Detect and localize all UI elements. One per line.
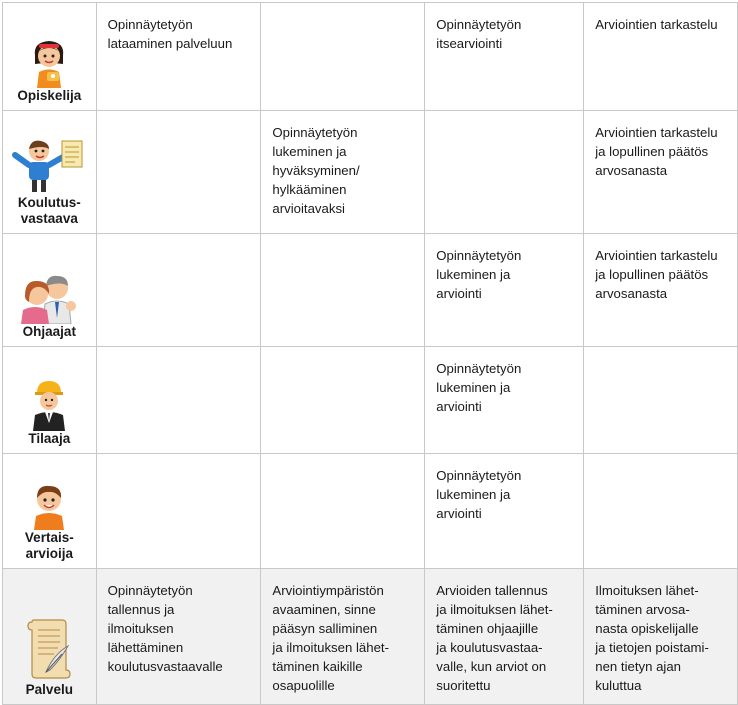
task-cell: Opinnäytetyön lataaminen palveluun bbox=[96, 3, 261, 111]
task-cell bbox=[261, 347, 425, 454]
role-cell bbox=[3, 569, 97, 705]
scroll-quill-icon bbox=[24, 616, 74, 682]
table-row bbox=[3, 569, 738, 705]
role-cell bbox=[3, 111, 97, 234]
task-cell bbox=[425, 111, 584, 234]
task-cell: Arviointien tarkastelu ja lopullinen päätös arvosanasta bbox=[584, 111, 738, 234]
task-cell bbox=[96, 111, 261, 234]
task-cell: Arviointien tarkastelu ja lopullinen päätös arvosanasta bbox=[584, 234, 738, 347]
table-row bbox=[3, 111, 738, 234]
role-cell bbox=[3, 347, 97, 454]
peer-boy-icon bbox=[29, 482, 69, 530]
task-cell bbox=[96, 347, 261, 454]
task-cell: Opinnäytetyön lukeminen ja arviointi bbox=[425, 454, 584, 569]
teacher-with-paper-icon bbox=[9, 137, 89, 195]
task-cell bbox=[584, 347, 738, 454]
task-cell: Opinnäytetyön lukeminen ja arviointi bbox=[425, 347, 584, 454]
role-label: Tilaaja bbox=[28, 431, 71, 446]
role-label: Koulutus- vastaava bbox=[17, 195, 81, 226]
task-cell: Opinnäytetyön lukeminen ja arviointi bbox=[425, 234, 584, 347]
supervisors-pair-icon bbox=[17, 272, 81, 324]
role-cell bbox=[3, 234, 97, 347]
student-girl-icon bbox=[27, 36, 71, 88]
task-cell bbox=[96, 454, 261, 569]
task-cell: Ilmoituksen lähet- täminen arvosa- nasta opiskelijalle ja tietojen poistami- nen tietyn ajan kuluttua bbox=[584, 569, 738, 705]
task-cell bbox=[584, 454, 738, 569]
table-row bbox=[3, 3, 738, 111]
task-cell: Arviointiympäristön avaaminen, sinne pääsyn salliminen ja ilmoituksen lähet- täminen kaikille osapuolille bbox=[261, 569, 425, 705]
table-row bbox=[3, 347, 738, 454]
task-cell bbox=[261, 234, 425, 347]
role-label: Palvelu bbox=[25, 682, 73, 697]
task-cell: Opinnäytetyön lukeminen ja hyväksyminen/ hylkääminen arvioitavaksi bbox=[261, 111, 425, 234]
role-cell bbox=[3, 3, 97, 111]
role-label: Vertais- arvioija bbox=[24, 530, 74, 561]
table-row bbox=[3, 454, 738, 569]
table-row bbox=[3, 234, 738, 347]
task-cell: Arvioiden tallennus ja ilmoituksen lähet- täminen ohjaajille ja koulutusvastaa- valle, kun arviot on suoritettu bbox=[425, 569, 584, 705]
task-cell: Opinnäytetyön tallennus ja ilmoituksen lähettäminen koulutusvastaavalle bbox=[96, 569, 261, 705]
responsibility-table bbox=[2, 2, 738, 705]
role-cell bbox=[3, 454, 97, 569]
role-label: Opiskelija bbox=[17, 88, 82, 103]
task-cell bbox=[261, 454, 425, 569]
businessman-hardhat-icon bbox=[27, 379, 71, 431]
task-cell: Arviointien tarkastelu bbox=[584, 3, 738, 111]
role-label: Ohjaajat bbox=[22, 324, 76, 339]
task-cell bbox=[261, 3, 425, 111]
task-cell: Opinnäytetyön itsearviointi bbox=[425, 3, 584, 111]
task-cell bbox=[96, 234, 261, 347]
